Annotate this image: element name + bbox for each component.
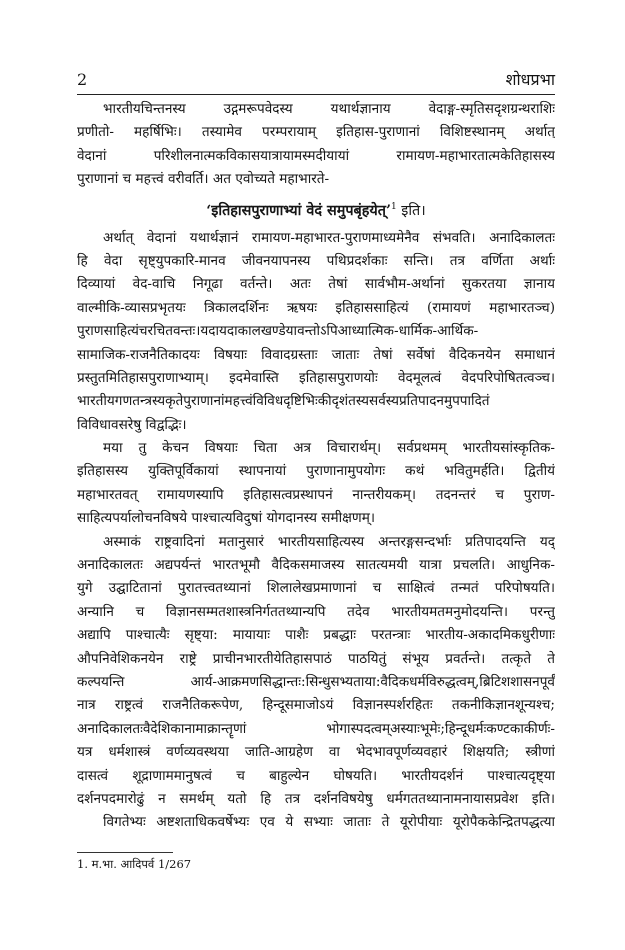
text-line: मया तु केचन विषयाः चिता अत्र विचारार्थम्। सर्वप्रथमम् भारतीयसांस्कृतिक-	[103, 440, 555, 457]
text-line: पुराणानां च महत्त्वं वरीवर्ति। अत एवोच्यते महाभारते-	[77, 171, 330, 188]
text-line: पुराणसाहित्यंचरचितवन्तः।यदायदाकालखण्डेयावन्तोऽपिआध्यात्मिक-धार्मिक-आर्थिक-	[77, 323, 479, 340]
header-rule	[77, 94, 555, 95]
text-line: विविधावसरेषु विद्वद्भिः।	[77, 416, 187, 433]
text-line: हि वेदा सृष्ट्युपकारि-मानव जीवनयापनस्य पथिप्रदर्शकाः सन्ति। तत्र वर्णिता अर्थाः	[77, 252, 555, 269]
text-line: अस्माकं राष्ट्रवादिनां मतानुसारं भारतीयसाहित्यस्य अन्तरङ्गसन्दर्भाः प्रतिपादयन्ति यद्	[103, 533, 555, 550]
text-line: युगे उद्घाटितानां पुरातत्त्वतथ्यानां शिलालेखप्रमाणानां च साक्षित्वं तन्मतं परिपोषयति।	[77, 580, 555, 597]
text-line: वाल्मीकि-व्यासप्रभृतयः त्रिकालदर्शिनः ऋषयः इतिहाससाहित्यं (रामायणं महाभारतञ्च)	[77, 299, 555, 316]
footnote-mark: 1	[390, 201, 397, 212]
text-line: अर्थात् वेदानां यथार्थज्ञानं रामायण-महाभारत-पुराणमाध्यमेनैव संभवति। अनादिकालतः	[103, 229, 555, 246]
footnote-rule	[77, 852, 173, 853]
text-line: नात्र राष्ट्रत्वं राजनैतिकरूपेण, हिन्दूसमाजोऽयं विज्ञानस्पर्शरहितः तकनीकिज्ञानशून्यश्च;	[77, 697, 555, 714]
paragraph-1	[77, 98, 555, 192]
body-text	[77, 98, 555, 835]
quotation-suffix: इति।	[396, 202, 426, 219]
paragraph-3	[77, 437, 555, 531]
text-line: अद्यापि पाश्चात्यैः सृष्ट्या: मायायाः पाशैः प्रबद्धाः परतन्त्राः भारतीय-अकादमिकधुरीणाः	[77, 627, 555, 644]
paragraph-5	[77, 811, 555, 834]
text-line: यत्र धर्मशास्त्रं वर्णव्यवस्थया जाति-आग्रहेण वा भेदभावपूर्णव्यवहारं शिक्षयति; स्त्रीणां	[77, 744, 555, 761]
text-line: औपनिवेशिकनयेन राष्ट्रे प्राचीनभारतीयेतिहासपाठं पाठयितुं संभूय प्रवर्तन्ते। तत्कृते ते	[77, 650, 555, 667]
text-line: सामाजिक-राजनैतिकादयः विषयाः विवादग्रस्ताः जाताः तेषां सर्वेषां वैदिकनयेन समाधानं	[77, 346, 555, 363]
text-line: कल्पयन्ति आर्य-आक्रमणसिद्धान्तः:सिन्धुसभ्यताया:वैदिकधर्मविरुद्धत्वम्,ब्रिटिशशासनपूर्वं	[77, 673, 555, 690]
paragraph-4	[77, 531, 555, 812]
text-line: विगतेभ्यः अष्टशताधिकवर्षेभ्यः एव ये सभ्याः जाताः ते यूरोपीयाः यूरोपैककेन्द्रितपद्धत्या	[103, 814, 555, 831]
text-line: अन्यानि च विज्ञानसम्मतशास्त्रनिर्गततथ्यान्यपि तदेव भारतीयमतमनुमोदयन्ति। परन्तु	[77, 603, 555, 620]
text-line: दिव्यायां वेद-वाचि निगूढा वर्तन्ते। अतः तेषां सार्वभौम-अर्थानां सुकरतया ज्ञानाय	[77, 276, 555, 293]
running-title: शोधप्रभा	[505, 70, 555, 89]
page-number: 2	[77, 70, 88, 89]
text-line: दर्शनपदमारोढुं न समर्थम् यतो हि तत्र दर्शनविषयेषु धर्मगततथ्यानामनायासप्रवेश इति।	[77, 790, 555, 807]
text-line: अनादिकालतःवैदेशिकानामाक्रान्तॄणां भोगास्पदत्वम्अस्याःभूमेः;हिन्दूधर्मःकण्टकाकीर्णः-	[77, 720, 555, 737]
text-line: अनादिकालतः अद्यपर्यन्तं भारतभूमौ वैदिकसमाजस्य सातत्यमयी यात्रा प्रचलति। आधुनिक-	[77, 557, 555, 574]
text-line: महाभारतवत् रामायणस्यापि इतिहासत्वप्रस्थापनं नान्तरीयकम्। तदनन्तरं च पुराण-	[77, 486, 555, 503]
text-line: इतिहासस्य युक्तिपूर्विकायां स्थापनायां पुराणानामुपयोगः कथं भवितुमर्हति। द्वितीयं	[77, 463, 555, 480]
page-header	[77, 70, 555, 92]
text-line: दासत्वं शूद्राणाममानुषत्वं च बाहुल्येन घोषयति। भारतीयदर्शनं पाश्चात्यदृष्ट्या	[77, 767, 555, 784]
text-line: भारतीयचिन्तनस्य उद्गमरूपवेदस्य यथार्थज्ञानाय वेदाङ्ग-स्मृतिसदृशग्रन्थराशिः	[103, 101, 555, 117]
quotation	[77, 194, 555, 227]
quotation-text: ‘इतिहासपुराणाभ्यां वेदं समुपबृंहयेत्’	[206, 201, 391, 219]
text-line: भारतीयगणतन्त्रस्यकृतेपुराणानांमहत्त्वंविविधदृष्टिभिःकीदृशंतस्यसर्वस्यप्रतिपादनमुपपादितं	[77, 393, 490, 410]
text-line: वेदानां परिशीलनात्मकविकासयात्रायामस्मदीयायां रामायण-महाभारतात्मकेतिहासस्य	[77, 147, 555, 164]
text-line: प्रस्तुतमितिहासपुराणाभ्याम्। इदमेवास्ति इतिहासपुराणयोः वेदमूलत्वं वेदपरिपोषितत्वञ्च।	[77, 369, 555, 386]
paragraph-2	[77, 227, 555, 438]
footnote: 1. म.भा. आदिपर्व 1/267	[77, 857, 192, 871]
text-line: प्रणीतो- महर्षिभिः। तस्यामेव परम्परायाम् इतिहास-पुराणानां विशिष्टस्थानम् अर्थात्	[77, 124, 555, 141]
text-line: साहित्यपर्यालोचनविषये पाश्चात्यविदुषां योगदानस्य समीक्षणम्।	[77, 510, 375, 527]
